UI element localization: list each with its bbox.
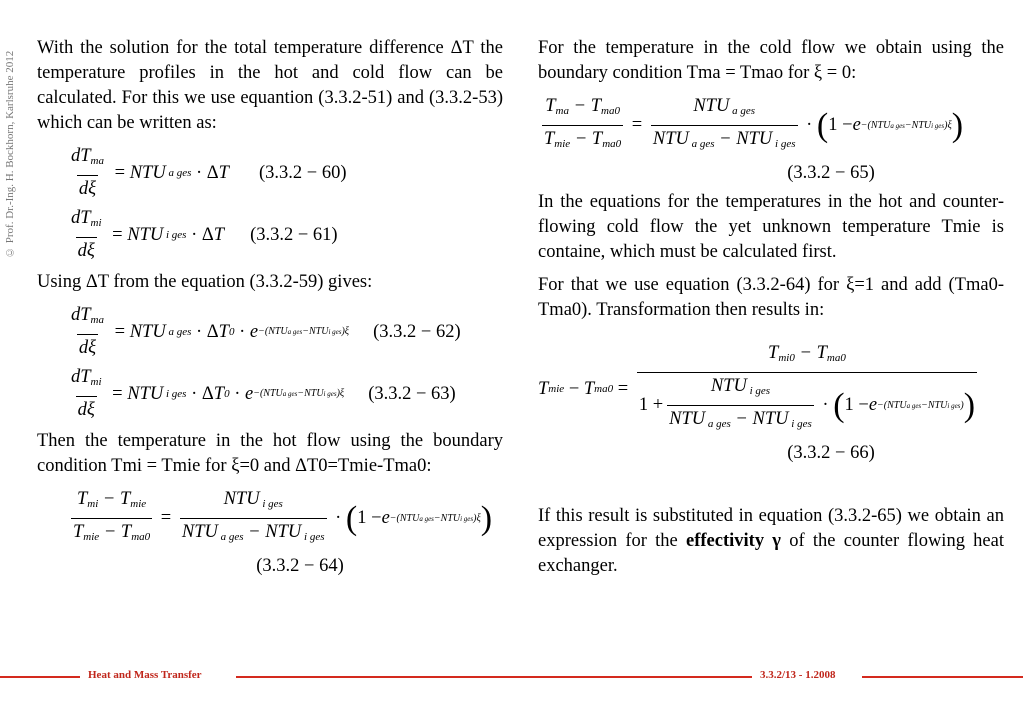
equation-3-3-2-66: T mie − T ma0 = $T_{mi0} - T_{ma0}$ 1 + $\frac{NTU _{i ges}}{NTU _{a ges} - NTU _{i ges}}$ · ( 1 − e −(NTUa ges−NTUi ges) )	[538, 341, 1004, 437]
footer-title: Heat and Mass Transfer	[88, 669, 202, 681]
copyright-note: © Prof. Dr.-Ing. H. Bockhorn, Karlsruhe 2012	[4, 50, 16, 258]
right-paragraph-1: For the temperature in the cold flow we obtain using the boundary condition Tma = Tmao for ξ = 0:	[538, 38, 1004, 83]
equation-3-3-2-60: $\frac{dT_{ma}}{d\xi}$ = NTU a ges · Δ T (3.3.2 − 60)	[65, 144, 503, 202]
right-paragraph-4	[538, 504, 1004, 579]
eq62-number: (3.3.2 − 62)	[373, 321, 461, 342]
left-column	[37, 36, 503, 579]
right-paragraph-3: For that we use equation (3.3.2-64) for ξ=1 and add (Tma0-Tma0). Transformation then results in:	[538, 275, 1004, 320]
left-paragraph-3: Then the temperature in the hot flow using the boundary condition Tmi = Tmie for ξ=0 and ΔT0=Tmie-Tma0:	[37, 431, 503, 476]
equation-3-3-2-62: $\frac{dT_{ma}}{d\xi}$ = NTU a ges · Δ T 0 · e −(NTUa ges−NTUi ges)ξ (3.3.2 − 62)	[65, 303, 503, 361]
right-column	[538, 36, 1004, 587]
eq64-number: (3.3.2 − 64)	[256, 556, 344, 576]
equation-3-3-2-61: $\frac{dT_{mi}}{d\xi}$ = NTU i ges · Δ T (3.3.2 − 61)	[65, 206, 503, 264]
left-paragraph-2: Using ΔT from the equation (3.3.2-59) gives:	[37, 272, 373, 292]
footer-rule-middle	[236, 676, 752, 678]
eq61-number: (3.3.2 − 61)	[250, 224, 338, 245]
equation-3-3-2-64: $\frac{T_{mi} - T_{mie}}{T_{mie} - T_{ma0}}$ = $\frac{NTU _{i ges}}{NTU _{a ges} - NTU _{i ges}}$ · ( 1 − e −(NTUa ges−NTUi ges)ξ )	[67, 487, 503, 550]
right-paragraph-2: In the equations for the temperatures in the hot and counter-flowing cold flow the yet unknown temperature Tmie is containe, which must be calculated first.	[538, 192, 1004, 262]
para4-bold-effectivity: effectivity γ	[686, 531, 781, 551]
para4-text-b: of the counter flowing heat exchanger.	[538, 531, 1004, 576]
left-paragraph-1: With the solution for the total temperature difference ΔT the temperature profiles in the hot and cold flow can be calculated. For this we use equantion (3.3.2-51) and (3.3.2-53) which can be written as:	[37, 38, 503, 133]
eq60-number: (3.3.2 − 60)	[258, 162, 347, 183]
eq66-number: (3.3.2 − 66)	[787, 443, 875, 463]
equation-3-3-2-65: $\frac{T_{ma} - T_{ma0}}{T_{mie} - T_{ma0}}$ = $\frac{NTU _{a ges}}{NTU _{a ges} - NTU _{i ges}}$ · ( 1 − e −(NTUa ges−NTUi ges)ξ )	[538, 94, 1004, 157]
eq65-number: (3.3.2 − 65)	[787, 163, 875, 183]
eq63-number: (3.3.2 − 63)	[368, 383, 456, 404]
footer-rule-left	[0, 676, 80, 678]
footer	[0, 668, 1023, 688]
para4-text-a: If this result is substituted in equation (3.3.2-65) we obtain an expression for the	[538, 506, 1004, 551]
footer-rule-right	[862, 676, 1023, 678]
equation-3-3-2-63: $\frac{dT_{mi}}{d\xi}$ = NTU i ges · Δ T 0 · e −(NTUa ges−NTUi ges)ξ (3.3.2 − 63)	[65, 365, 503, 423]
footer-page-number: 3.3.2/13 - 1.2008	[760, 669, 836, 681]
